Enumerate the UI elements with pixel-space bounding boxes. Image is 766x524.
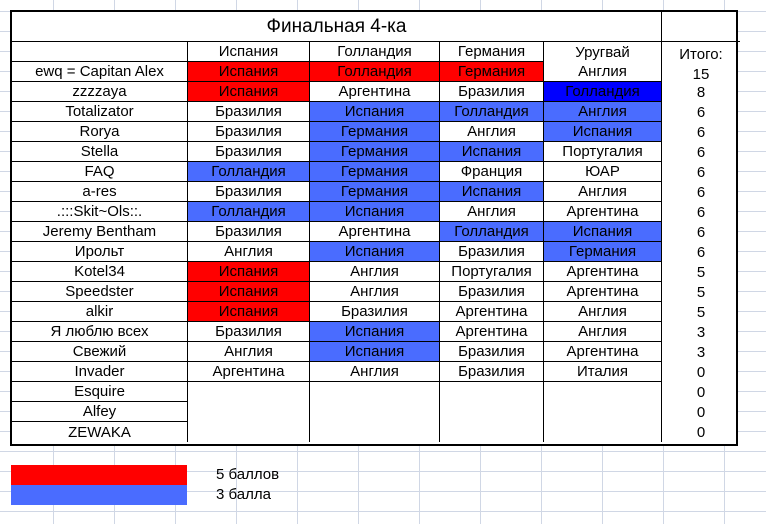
participant-name: Rorya <box>12 122 188 142</box>
pick-cell: Англия <box>188 242 310 262</box>
column-header: Испания <box>188 42 310 62</box>
legend-swatch-5 <box>11 465 187 485</box>
pick-cell: Германия <box>310 122 440 142</box>
pick-cell: Бразилия <box>188 142 310 162</box>
total-score: 6 <box>696 143 706 161</box>
participant-name: Alfey <box>12 402 188 422</box>
total-score: 6 <box>696 243 706 261</box>
pick-cell: Германия <box>544 242 662 262</box>
pick-cell <box>440 382 544 402</box>
pick-cell: Англия <box>310 262 440 282</box>
participant-name: Kotel34 <box>12 262 188 282</box>
participant-name: Ирольт <box>12 242 188 262</box>
pick-cell: Испания <box>310 202 440 222</box>
pick-cell: Бразилия <box>188 182 310 202</box>
participant-name: Jeremy Bentham <box>12 222 188 242</box>
pick-cell: Германия <box>310 162 440 182</box>
total-score: 6 <box>696 163 706 181</box>
pick-cell: Испания <box>544 122 662 142</box>
pick-cell: Аргентина <box>310 82 440 102</box>
total-score: 0 <box>696 383 706 401</box>
pick-cell: Аргентина <box>544 342 662 362</box>
pick-cell <box>310 382 440 402</box>
total-score: 15 <box>692 66 710 82</box>
pick-cell: Англия <box>544 182 662 202</box>
pick-cell: Бразилия <box>188 102 310 122</box>
legend-label-3: 3 балла <box>216 486 271 503</box>
column-header: Германия <box>440 42 544 62</box>
pick-cell: Германия <box>310 142 440 162</box>
participant-name: .:::Skit~Ols::. <box>12 202 188 222</box>
pick-cell: Бразилия <box>440 82 544 102</box>
pick-cell: Англия <box>544 102 662 122</box>
pick-cell: Бразилия <box>440 242 544 262</box>
pick-cell: Аргентина <box>544 262 662 282</box>
total-score: 6 <box>696 123 706 141</box>
pick-cell: Аргентина <box>544 202 662 222</box>
total-score: 5 <box>696 303 706 321</box>
pick-cell: Испания <box>188 302 310 322</box>
pick-cell: Голландия <box>440 222 544 242</box>
pick-cell: Испания <box>310 102 440 122</box>
pick-cell <box>440 402 544 422</box>
pick-cell: Бразилия <box>188 322 310 342</box>
pick-cell: Германия <box>440 62 544 82</box>
pick-cell: Англия <box>188 342 310 362</box>
total-score: 6 <box>696 203 706 221</box>
legend-label-5: 5 баллов <box>216 466 280 483</box>
total-score: 6 <box>696 103 706 121</box>
pick-cell: Голландия <box>188 162 310 182</box>
pick-cell: Англия <box>440 202 544 222</box>
pick-cell <box>188 402 310 422</box>
pick-cell: Англия <box>544 322 662 342</box>
pick-cell: Бразилия <box>440 342 544 362</box>
pick-cell: Испания <box>440 182 544 202</box>
pick-cell <box>544 422 662 442</box>
standings-table <box>10 10 738 446</box>
participant-name: Invader <box>12 362 188 382</box>
header-blank <box>12 42 188 62</box>
pick-cell: Испания <box>188 262 310 282</box>
pick-cell: Аргентина <box>440 322 544 342</box>
pick-cell: Бразилия <box>188 222 310 242</box>
participant-name: Свежий <box>12 342 188 362</box>
pick-cell: Испания <box>310 242 440 262</box>
pick-cell: Голландия <box>544 82 662 102</box>
column-header: Голландия <box>310 42 440 62</box>
pick-cell: Испания <box>188 282 310 302</box>
pick-cell: Германия <box>310 182 440 202</box>
pick-cell: Голландия <box>440 102 544 122</box>
pick-cell: Испания <box>310 342 440 362</box>
total-score: 6 <box>696 183 706 201</box>
legend-swatch-3 <box>11 485 187 505</box>
participant-name: Stella <box>12 142 188 162</box>
participant-name: ZEWAKA <box>12 422 188 442</box>
pick-cell: Испания <box>440 142 544 162</box>
pick-cell: Аргентина <box>188 362 310 382</box>
participant-name: zzzzaya <box>12 82 188 102</box>
pick-cell: Бразилия <box>188 122 310 142</box>
total-score: 0 <box>696 423 706 441</box>
participant-name: Esquire <box>12 382 188 402</box>
total-score: 5 <box>696 283 706 301</box>
pick-cell <box>440 422 544 442</box>
pick-cell <box>310 422 440 442</box>
total-header: Итого: <box>679 46 723 62</box>
participant-name: ewq = Capitan Alex <box>12 62 188 82</box>
total-score: 0 <box>696 403 706 421</box>
column-header: Уругвай <box>544 42 662 62</box>
pick-cell: Бразилия <box>440 282 544 302</box>
pick-cell: Англия <box>440 122 544 142</box>
participant-name: a-res <box>12 182 188 202</box>
pick-cell: Голландия <box>188 202 310 222</box>
participant-name: Totalizator <box>12 102 188 122</box>
pick-cell <box>310 402 440 422</box>
pick-cell: Испания <box>310 322 440 342</box>
pick-cell: Голландия <box>310 62 440 82</box>
pick-cell <box>544 402 662 422</box>
pick-cell: Аргентина <box>544 282 662 302</box>
total-score: 0 <box>696 363 706 381</box>
total-score: 8 <box>696 83 706 101</box>
pick-cell: Англия <box>544 62 662 82</box>
pick-cell: Англия <box>544 302 662 322</box>
pick-cell: Аргентина <box>310 222 440 242</box>
total-score: 5 <box>696 263 706 281</box>
pick-cell <box>544 382 662 402</box>
participant-name: alkir <box>12 302 188 322</box>
pick-cell: Португалия <box>440 262 544 282</box>
pick-cell: Англия <box>310 362 440 382</box>
pick-cell: Франция <box>440 162 544 182</box>
pick-cell: Италия <box>544 362 662 382</box>
title-spacer <box>662 12 740 42</box>
pick-cell: Бразилия <box>440 362 544 382</box>
pick-cell <box>188 422 310 442</box>
pick-cell: Испания <box>188 82 310 102</box>
pick-cell: Португалия <box>544 142 662 162</box>
total-score: 6 <box>696 223 706 241</box>
pick-cell: Испания <box>188 62 310 82</box>
total-score: 3 <box>696 323 706 341</box>
pick-cell: ЮАР <box>544 162 662 182</box>
pick-cell <box>188 382 310 402</box>
participant-name: FAQ <box>12 162 188 182</box>
pick-cell: Англия <box>310 282 440 302</box>
participant-name: Я люблю всех <box>12 322 188 342</box>
pick-cell: Аргентина <box>440 302 544 322</box>
participant-name: Speedster <box>12 282 188 302</box>
table-title: Финальная 4-ка <box>12 12 662 42</box>
total-score: 3 <box>696 343 706 361</box>
pick-cell: Бразилия <box>310 302 440 322</box>
pick-cell: Испания <box>544 222 662 242</box>
